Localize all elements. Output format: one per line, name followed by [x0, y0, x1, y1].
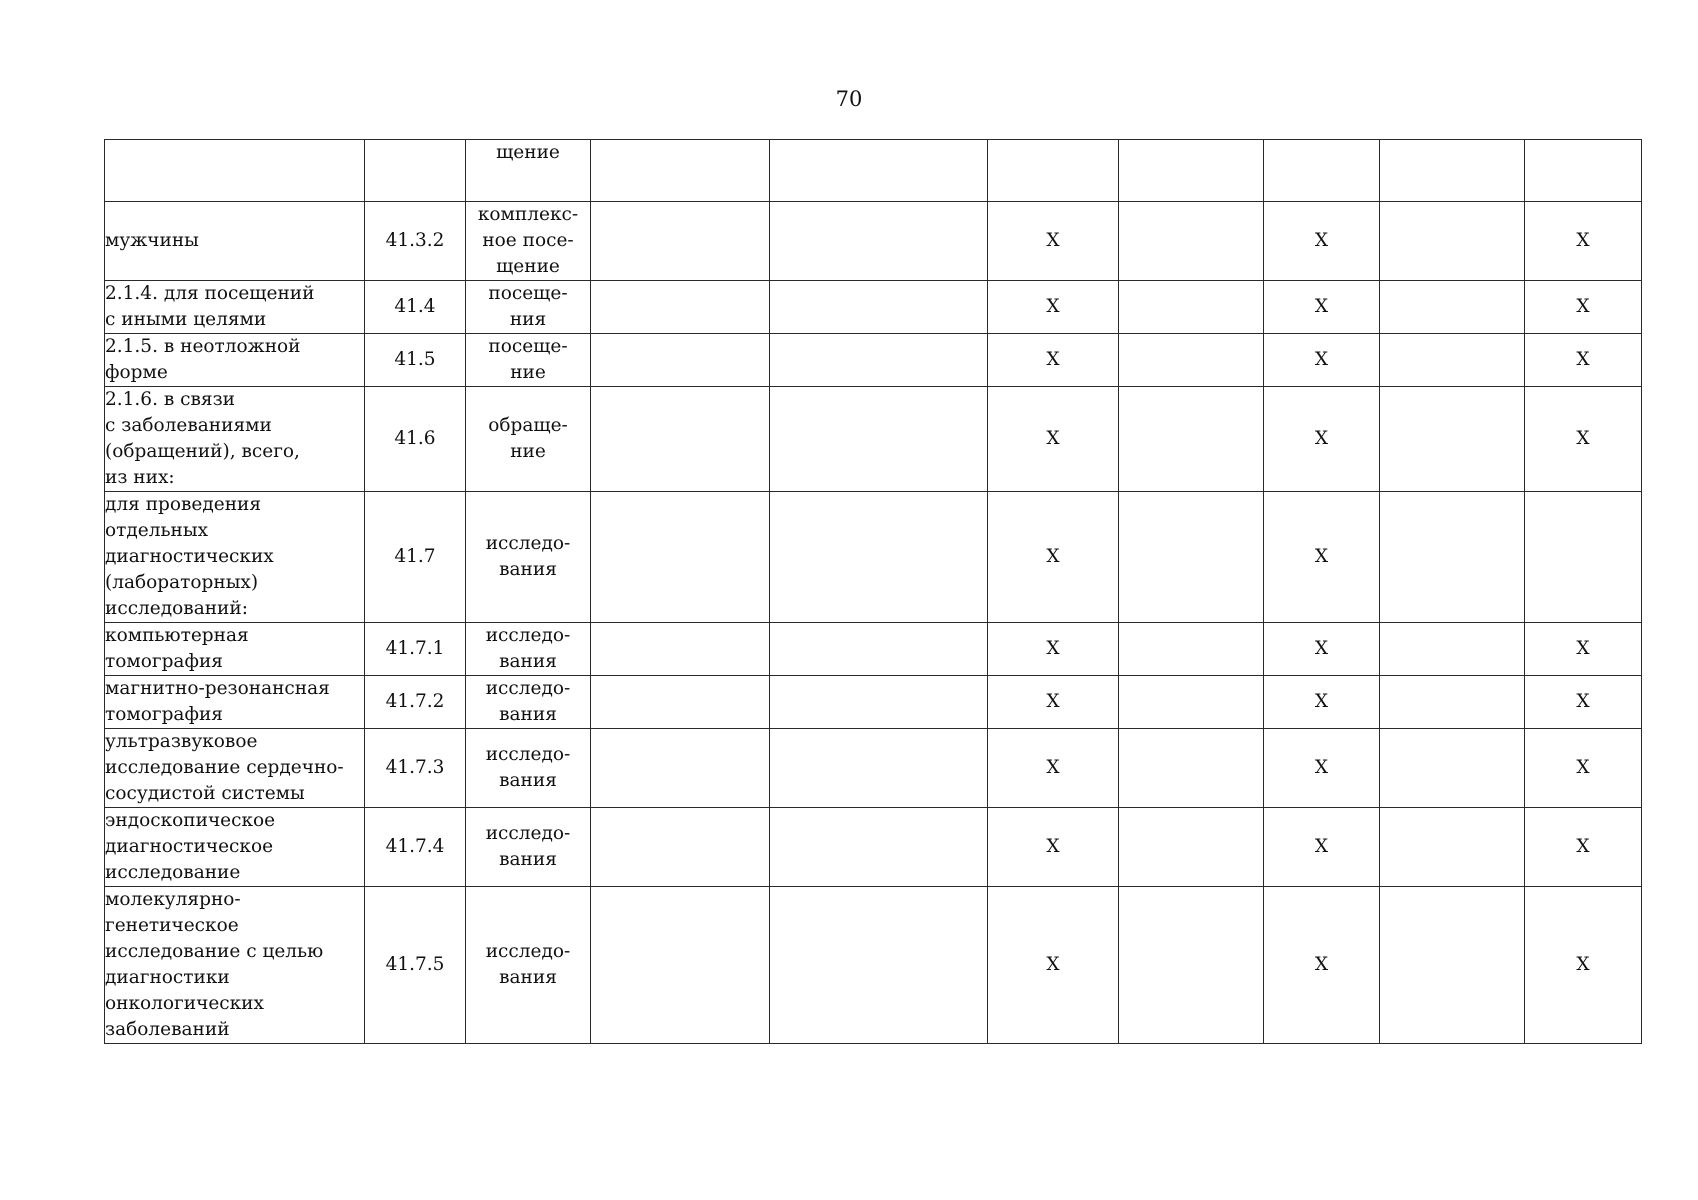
row-value-cell — [770, 808, 988, 887]
row-value-cell — [1380, 729, 1525, 808]
row-name-cell: 2.1.6. в связи с заболеваниями (обращений), всего, из них: — [105, 387, 365, 492]
row-value-cell — [770, 623, 988, 676]
row-value-cell — [591, 281, 770, 334]
row-code-cell — [365, 140, 466, 202]
table-row — [105, 492, 1642, 623]
row-value-cell: X — [1525, 887, 1642, 1044]
row-value-cell — [1380, 202, 1525, 281]
row-unit-cell: посеще- ния — [466, 281, 591, 334]
row-name-cell: молекулярно- генетическое исследование с целью диагностики онкологических заболеваний — [105, 887, 365, 1044]
row-name-cell: эндоскопическое диагностическое исследование — [105, 808, 365, 887]
row-value-cell: X — [1264, 334, 1380, 387]
row-value-cell — [1380, 387, 1525, 492]
row-name-cell: 2.1.5. в неотложной форме — [105, 334, 365, 387]
row-name-cell: 2.1.4. для посещений с иными целями — [105, 281, 365, 334]
row-code-cell: 41.3.2 — [365, 202, 466, 281]
table-row — [105, 387, 1642, 492]
row-value-cell: X — [1264, 676, 1380, 729]
row-unit-cell: исследо- вания — [466, 887, 591, 1044]
row-value-cell — [1380, 281, 1525, 334]
row-value-cell — [1380, 334, 1525, 387]
row-value-cell — [591, 676, 770, 729]
row-value-cell — [770, 334, 988, 387]
table-row — [105, 140, 1642, 202]
row-value-cell — [1380, 623, 1525, 676]
row-name-cell: для проведения отдельных диагностических (лабораторных) исследований: — [105, 492, 365, 623]
row-code-cell: 41.7.5 — [365, 887, 466, 1044]
row-value-cell — [1119, 887, 1264, 1044]
row-name-cell: мужчины — [105, 202, 365, 281]
row-value-cell — [591, 729, 770, 808]
row-value-cell: X — [988, 387, 1119, 492]
row-value-cell — [1380, 676, 1525, 729]
table-row — [105, 808, 1642, 887]
row-value-cell: X — [1264, 492, 1380, 623]
row-value-cell: X — [1525, 623, 1642, 676]
row-unit-cell: исследо- вания — [466, 492, 591, 623]
row-value-cell — [591, 808, 770, 887]
row-value-cell: X — [988, 729, 1119, 808]
table-row — [105, 729, 1642, 808]
row-value-cell — [770, 202, 988, 281]
row-value-cell: X — [988, 492, 1119, 623]
row-value-cell: X — [1525, 676, 1642, 729]
row-value-cell — [1525, 492, 1642, 623]
row-code-cell: 41.4 — [365, 281, 466, 334]
row-name-cell — [105, 140, 365, 202]
row-value-cell: X — [1264, 808, 1380, 887]
row-code-cell: 41.7.2 — [365, 676, 466, 729]
row-value-cell — [1380, 140, 1525, 202]
row-value-cell — [770, 387, 988, 492]
row-value-cell: X — [1525, 334, 1642, 387]
row-value-cell — [591, 623, 770, 676]
row-value-cell: X — [988, 334, 1119, 387]
row-code-cell: 41.7.4 — [365, 808, 466, 887]
row-value-cell — [591, 140, 770, 202]
table-row — [105, 202, 1642, 281]
row-value-cell — [1119, 676, 1264, 729]
page-number: 70 — [835, 87, 863, 111]
table-row — [105, 334, 1642, 387]
table-body — [105, 140, 1642, 1044]
row-value-cell: X — [1525, 808, 1642, 887]
row-value-cell — [1380, 492, 1525, 623]
row-unit-cell: исследо- вания — [466, 729, 591, 808]
row-value-cell — [591, 387, 770, 492]
row-value-cell: X — [1525, 729, 1642, 808]
row-code-cell: 41.6 — [365, 387, 466, 492]
row-value-cell — [591, 334, 770, 387]
row-unit-cell: исследо- вания — [466, 623, 591, 676]
row-value-cell — [1119, 281, 1264, 334]
row-value-cell — [770, 281, 988, 334]
table-row — [105, 887, 1642, 1044]
row-value-cell: X — [988, 281, 1119, 334]
row-value-cell — [1119, 387, 1264, 492]
row-value-cell — [1119, 729, 1264, 808]
row-name-cell: компьютерная томография — [105, 623, 365, 676]
table-row — [105, 623, 1642, 676]
row-value-cell — [1119, 140, 1264, 202]
row-value-cell — [591, 887, 770, 1044]
row-unit-cell: исследо- вания — [466, 808, 591, 887]
row-value-cell: X — [988, 808, 1119, 887]
row-value-cell — [1119, 623, 1264, 676]
row-unit-cell: комплекс- ное посе- щение — [466, 202, 591, 281]
row-unit-cell: посеще- ние — [466, 334, 591, 387]
row-value-cell: X — [988, 623, 1119, 676]
row-value-cell: X — [1525, 281, 1642, 334]
row-unit-cell: щение — [466, 140, 591, 202]
row-name-cell: магнитно-резонансная томография — [105, 676, 365, 729]
row-value-cell: X — [1525, 202, 1642, 281]
row-name-cell: ультразвуковое исследование сердечно- сосудистой системы — [105, 729, 365, 808]
row-value-cell: X — [1525, 387, 1642, 492]
row-value-cell — [988, 140, 1119, 202]
row-unit-cell: обраще- ние — [466, 387, 591, 492]
row-value-cell — [1380, 808, 1525, 887]
row-value-cell — [770, 492, 988, 623]
row-code-cell: 41.7 — [365, 492, 466, 623]
row-value-cell — [1119, 492, 1264, 623]
row-value-cell — [591, 492, 770, 623]
row-unit-cell: исследо- вания — [466, 676, 591, 729]
row-value-cell — [770, 140, 988, 202]
table-row — [105, 676, 1642, 729]
row-value-cell — [591, 202, 770, 281]
row-value-cell — [1264, 140, 1380, 202]
table-row — [105, 281, 1642, 334]
row-value-cell: X — [1264, 281, 1380, 334]
row-value-cell — [1119, 202, 1264, 281]
row-value-cell: X — [1264, 623, 1380, 676]
row-value-cell: X — [1264, 202, 1380, 281]
row-value-cell: X — [1264, 729, 1380, 808]
data-table — [104, 139, 1642, 1044]
row-value-cell — [1119, 334, 1264, 387]
row-value-cell: X — [1264, 387, 1380, 492]
row-value-cell — [1119, 808, 1264, 887]
row-code-cell: 41.5 — [365, 334, 466, 387]
row-value-cell — [770, 676, 988, 729]
row-value-cell — [1380, 887, 1525, 1044]
row-value-cell — [770, 887, 988, 1044]
row-value-cell: X — [1264, 887, 1380, 1044]
row-value-cell: X — [988, 887, 1119, 1044]
row-value-cell — [1525, 140, 1642, 202]
row-code-cell: 41.7.3 — [365, 729, 466, 808]
row-code-cell: 41.7.1 — [365, 623, 466, 676]
row-value-cell — [770, 729, 988, 808]
row-value-cell: X — [988, 676, 1119, 729]
row-value-cell: X — [988, 202, 1119, 281]
